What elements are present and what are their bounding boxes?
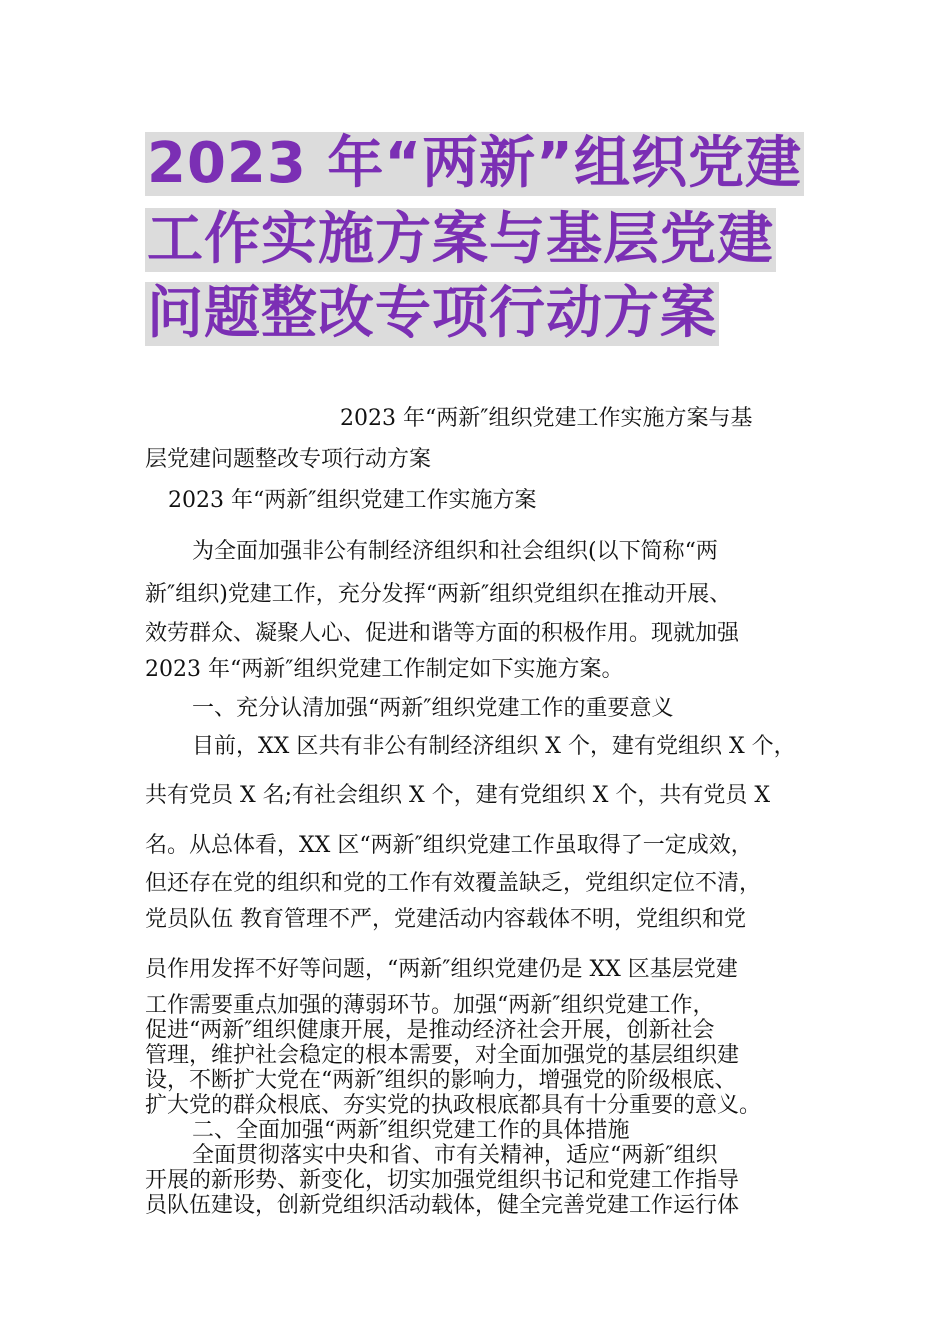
section-heading-1: 一、充分认清加强“两新″组织党建工作的重要意义 xyxy=(192,696,674,721)
body-line-4: 为全面加强非公有制经济组织和社会组织(以下简称“两 xyxy=(192,539,718,564)
body-line-12: 但还存在党的组织和党的工作有效覆盖缺乏，党组织定位不清， xyxy=(145,871,762,896)
body-line-7: 2023 年“两新″组织党建工作制定如下实施方案。 xyxy=(145,657,624,682)
body-line-19: 扩大党的群众根底、夯实党的执政根底都具有十分重要的意义。 xyxy=(145,1093,762,1118)
body-line-22: 开展的新形势、新变化，切实加强党组织书记和党建工作指导 xyxy=(145,1168,740,1193)
body-line-14: 员作用发挥不好等问题，“两新″组织党建仍是 XX 区基层党建 xyxy=(145,957,738,982)
body-line-18: 设，不断扩大党在“两新″组织的影响力，增强党的阶级根底、 xyxy=(145,1068,737,1093)
body-line-3: 2023 年“两新″组织党建工作实施方案 xyxy=(168,488,537,513)
body-line-13: 党员队伍 教育管理不严，党建活动内容载体不明，党组织和党 xyxy=(145,907,746,932)
body-line-1: 2023 年“两新″组织党建工作实施方案与基 xyxy=(340,406,753,431)
document-title-line-2: 工作实施方案与基层党建 xyxy=(147,207,774,272)
body-line-23: 员队伍建设，创新党组织活动载体，健全完善党建工作运行体 xyxy=(145,1193,740,1218)
body-line-6: 效劳群众、凝聚人心、促进和谐等方面的积极作用。现就加强 xyxy=(145,621,740,646)
section-heading-2: 二、全面加强“两新″组织党建工作的具体措施 xyxy=(192,1118,630,1143)
body-line-21: 全面贯彻落实中央和省、市有关精神，适应“两新″组织 xyxy=(192,1143,718,1168)
body-line-11: 名。从总体看，XX 区“两新″组织党建工作虽取得了一定成效， xyxy=(145,833,753,858)
body-line-15: 工作需要重点加强的薄弱环节。加强“两新″组织党建工作， xyxy=(145,993,715,1018)
body-line-10: 共有党员 X 名;有社会组织 X 个，建有党组织 X 个，共有党员 X xyxy=(145,783,771,808)
body-line-5: 新″组织)党建工作，充分发挥“两新″组织党组织在推动开展、 xyxy=(145,582,732,607)
body-line-9: 目前，XX 区共有非公有制经济组织 X 个，建有党组织 X 个， xyxy=(192,734,796,759)
document-title-line-1: 2023 年“两新”组织党建 xyxy=(147,131,802,196)
body-line-17: 管理，维护社会稳定的根本需要，对全面加强党的基层组织建 xyxy=(145,1043,740,1068)
body-line-16: 促进“两新″组织健康开展，是推动经济社会开展，创新社会 xyxy=(145,1018,715,1043)
body-line-2: 层党建问题整改专项行动方案 xyxy=(145,447,432,472)
document-title-line-3: 问题整改专项行动方案 xyxy=(147,281,717,346)
